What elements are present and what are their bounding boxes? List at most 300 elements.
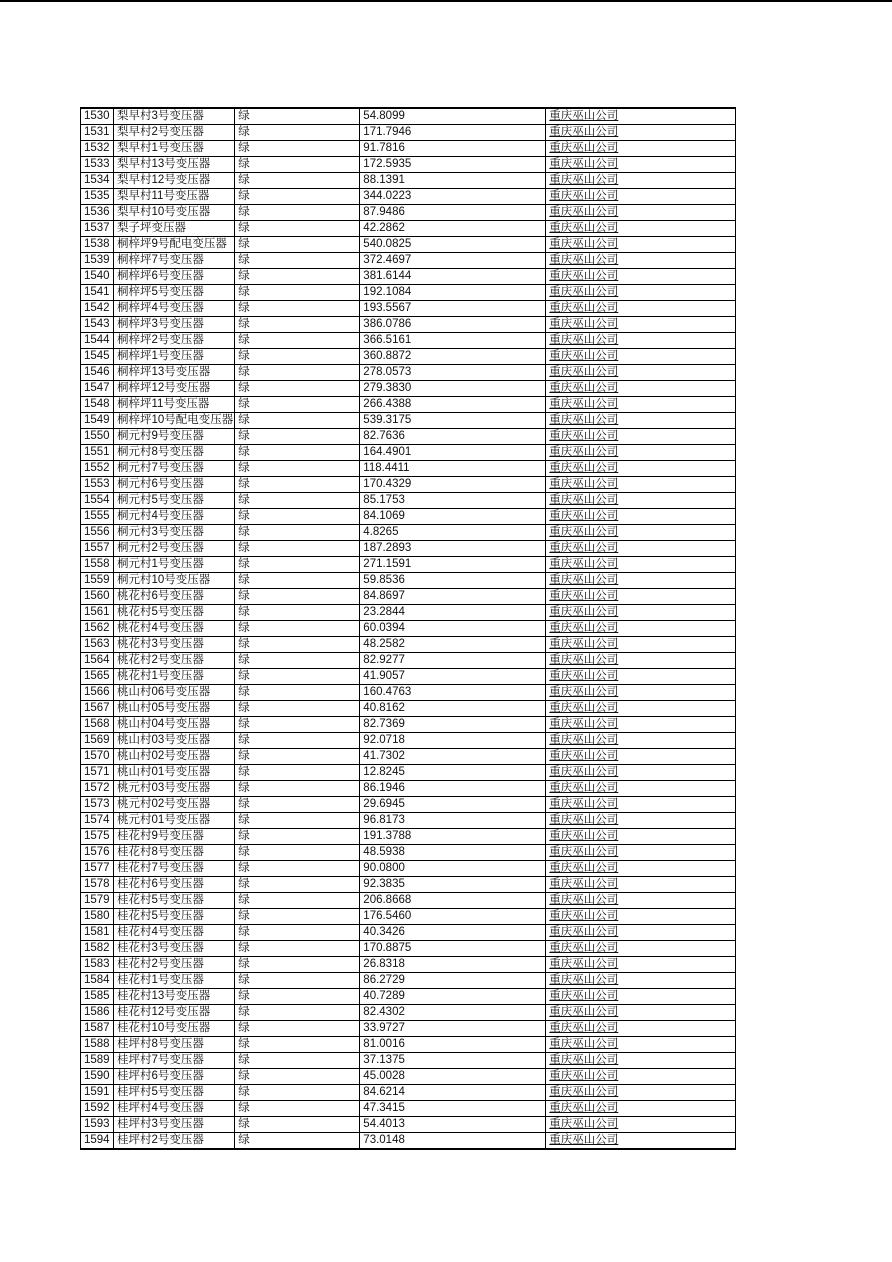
company-link[interactable]: 重庆巫山公司 [546, 349, 736, 365]
transformer-name-cell: 桐梓坪5号变压器 [114, 285, 235, 301]
company-link[interactable]: 重庆巫山公司 [546, 621, 736, 637]
status-cell: 绿 [235, 365, 360, 381]
company-link[interactable]: 重庆巫山公司 [546, 1101, 736, 1117]
row-id-cell: 1583 [81, 957, 114, 973]
value-cell: 372.4697 [360, 253, 546, 269]
transformer-name-cell: 桂花村3号变压器 [114, 941, 235, 957]
status-cell: 绿 [235, 845, 360, 861]
row-id-cell: 1537 [81, 221, 114, 237]
status-cell: 绿 [235, 813, 360, 829]
transformer-name-cell: 桐元村2号变压器 [114, 541, 235, 557]
value-cell: 82.7636 [360, 429, 546, 445]
value-cell: 366.5161 [360, 333, 546, 349]
status-cell: 绿 [235, 349, 360, 365]
table-row [81, 941, 736, 957]
company-link[interactable]: 重庆巫山公司 [546, 573, 736, 589]
table-row [81, 317, 736, 333]
table-row [81, 829, 736, 845]
table-row [81, 557, 736, 573]
table-row [81, 749, 736, 765]
transformer-name-cell: 桂花村8号变压器 [114, 845, 235, 861]
status-cell: 绿 [235, 1085, 360, 1101]
company-link[interactable]: 重庆巫山公司 [546, 701, 736, 717]
table-row [81, 237, 736, 253]
value-cell: 279.3830 [360, 381, 546, 397]
value-cell: 171.7946 [360, 125, 546, 141]
value-cell: 92.0718 [360, 733, 546, 749]
company-link[interactable]: 重庆巫山公司 [546, 653, 736, 669]
row-id-cell: 1571 [81, 765, 114, 781]
company-link[interactable]: 重庆巫山公司 [546, 717, 736, 733]
status-cell: 绿 [235, 829, 360, 845]
transformer-name-cell: 桃元村02号变压器 [114, 797, 235, 813]
table-row [81, 141, 736, 157]
transformer-name-cell: 桂坪村6号变压器 [114, 1069, 235, 1085]
table-row [81, 381, 736, 397]
transformer-name-cell: 桃山村02号变压器 [114, 749, 235, 765]
transformer-name-cell: 桃山村05号变压器 [114, 701, 235, 717]
value-cell: 91.7816 [360, 141, 546, 157]
transformer-name-cell: 桐梓坪12号变压器 [114, 381, 235, 397]
company-link[interactable]: 重庆巫山公司 [546, 461, 736, 477]
table-row [81, 269, 736, 285]
row-id-cell: 1562 [81, 621, 114, 637]
table-row [81, 989, 736, 1005]
row-id-cell: 1563 [81, 637, 114, 653]
value-cell: 271.1591 [360, 557, 546, 573]
company-link[interactable]: 重庆巫山公司 [546, 221, 736, 237]
transformer-name-cell: 桂花村5号变压器 [114, 909, 235, 925]
table-row [81, 1117, 736, 1133]
row-id-cell: 1586 [81, 1005, 114, 1021]
transformer-name-cell: 桃山村03号变压器 [114, 733, 235, 749]
table-row [81, 653, 736, 669]
status-cell: 绿 [235, 269, 360, 285]
value-cell: 60.0394 [360, 621, 546, 637]
status-cell: 绿 [235, 333, 360, 349]
transformer-name-cell: 桂花村6号变压器 [114, 877, 235, 893]
value-cell: 23.2844 [360, 605, 546, 621]
status-cell: 绿 [235, 877, 360, 893]
value-cell: 59.8536 [360, 573, 546, 589]
row-id-cell: 1588 [81, 1037, 114, 1053]
status-cell: 绿 [235, 957, 360, 973]
transformer-name-cell: 桃山村06号变压器 [114, 685, 235, 701]
table-row [81, 477, 736, 493]
company-link[interactable]: 重庆巫山公司 [546, 108, 736, 125]
company-link[interactable]: 重庆巫山公司 [546, 765, 736, 781]
value-cell: 82.7369 [360, 717, 546, 733]
value-cell: 85.1753 [360, 493, 546, 509]
company-link[interactable]: 重庆巫山公司 [546, 189, 736, 205]
row-id-cell: 1553 [81, 477, 114, 493]
status-cell: 绿 [235, 125, 360, 141]
table-row [81, 909, 736, 925]
status-cell: 绿 [235, 589, 360, 605]
row-id-cell: 1576 [81, 845, 114, 861]
row-id-cell: 1534 [81, 173, 114, 189]
value-cell: 193.5567 [360, 301, 546, 317]
table-row [81, 973, 736, 989]
value-cell: 40.3426 [360, 925, 546, 941]
transformer-name-cell: 梨子坪变压器 [114, 221, 235, 237]
company-link[interactable]: 重庆巫山公司 [546, 381, 736, 397]
table-row [81, 285, 736, 301]
value-cell: 170.4329 [360, 477, 546, 493]
company-link[interactable]: 重庆巫山公司 [546, 1117, 736, 1133]
row-id-cell: 1593 [81, 1117, 114, 1133]
company-link[interactable]: 重庆巫山公司 [546, 285, 736, 301]
company-link[interactable]: 重庆巫山公司 [546, 493, 736, 509]
row-id-cell: 1574 [81, 813, 114, 829]
company-link[interactable]: 重庆巫山公司 [546, 829, 736, 845]
value-cell: 87.9486 [360, 205, 546, 221]
company-link[interactable]: 重庆巫山公司 [546, 317, 736, 333]
row-id-cell: 1532 [81, 141, 114, 157]
row-id-cell: 1533 [81, 157, 114, 173]
company-link[interactable]: 重庆巫山公司 [546, 669, 736, 685]
company-link[interactable]: 重庆巫山公司 [546, 301, 736, 317]
status-cell: 绿 [235, 445, 360, 461]
status-cell: 绿 [235, 1037, 360, 1053]
transformer-name-cell: 桐梓坪10号配电变压器 [114, 413, 235, 429]
status-cell: 绿 [235, 637, 360, 653]
company-link[interactable]: 重庆巫山公司 [546, 557, 736, 573]
status-cell: 绿 [235, 781, 360, 797]
table-row [81, 877, 736, 893]
row-id-cell: 1592 [81, 1101, 114, 1117]
value-cell: 90.0800 [360, 861, 546, 877]
status-cell: 绿 [235, 221, 360, 237]
company-link[interactable]: 重庆巫山公司 [546, 989, 736, 1005]
row-id-cell: 1570 [81, 749, 114, 765]
row-id-cell: 1578 [81, 877, 114, 893]
status-cell: 绿 [235, 397, 360, 413]
table-row [81, 669, 736, 685]
value-cell: 86.1946 [360, 781, 546, 797]
status-cell: 绿 [235, 765, 360, 781]
table-row [81, 429, 736, 445]
status-cell: 绿 [235, 1021, 360, 1037]
transformer-name-cell: 桐元村6号变压器 [114, 477, 235, 493]
row-id-cell: 1591 [81, 1085, 114, 1101]
status-cell: 绿 [235, 205, 360, 221]
transformer-name-cell: 桐梓坪9号配电变压器 [114, 237, 235, 253]
company-link[interactable]: 重庆巫山公司 [546, 157, 736, 173]
transformer-name-cell: 桐梓坪2号变压器 [114, 333, 235, 349]
status-cell: 绿 [235, 237, 360, 253]
value-cell: 54.8099 [360, 108, 546, 125]
transformer-name-cell: 桂花村4号变压器 [114, 925, 235, 941]
status-cell: 绿 [235, 685, 360, 701]
transformer-name-cell: 梨早村3号变压器 [114, 108, 235, 125]
value-cell: 187.2893 [360, 541, 546, 557]
value-cell: 47.3415 [360, 1101, 546, 1117]
value-cell: 4.8265 [360, 525, 546, 541]
status-cell: 绿 [235, 973, 360, 989]
company-link[interactable]: 重庆巫山公司 [546, 893, 736, 909]
transformer-name-cell: 桐梓坪3号变压器 [114, 317, 235, 333]
table-row [81, 621, 736, 637]
transformer-name-cell: 桂坪村4号变压器 [114, 1101, 235, 1117]
company-link[interactable]: 重庆巫山公司 [546, 173, 736, 189]
company-link[interactable]: 重庆巫山公司 [546, 477, 736, 493]
company-link[interactable]: 重庆巫山公司 [546, 733, 736, 749]
company-link[interactable]: 重庆巫山公司 [546, 1021, 736, 1037]
transformer-name-cell: 桂坪村3号变压器 [114, 1117, 235, 1133]
row-id-cell: 1580 [81, 909, 114, 925]
transformer-name-cell: 梨早村12号变压器 [114, 173, 235, 189]
value-cell: 41.7302 [360, 749, 546, 765]
company-link[interactable]: 重庆巫山公司 [546, 781, 736, 797]
row-id-cell: 1530 [81, 108, 114, 125]
status-cell: 绿 [235, 477, 360, 493]
row-id-cell: 1539 [81, 253, 114, 269]
company-link[interactable]: 重庆巫山公司 [546, 525, 736, 541]
value-cell: 41.9057 [360, 669, 546, 685]
value-cell: 84.6214 [360, 1085, 546, 1101]
company-link[interactable]: 重庆巫山公司 [546, 413, 736, 429]
company-link[interactable]: 重庆巫山公司 [546, 861, 736, 877]
row-id-cell: 1547 [81, 381, 114, 397]
row-id-cell: 1594 [81, 1133, 114, 1150]
status-cell: 绿 [235, 557, 360, 573]
table-row [81, 365, 736, 381]
transformer-name-cell: 梨早村1号变压器 [114, 141, 235, 157]
table-row [81, 1053, 736, 1069]
company-link[interactable]: 重庆巫山公司 [546, 365, 736, 381]
transformer-name-cell: 桂花村13号变压器 [114, 989, 235, 1005]
company-link[interactable]: 重庆巫山公司 [546, 1053, 736, 1069]
company-link[interactable]: 重庆巫山公司 [546, 269, 736, 285]
value-cell: 206.8668 [360, 893, 546, 909]
status-cell: 绿 [235, 717, 360, 733]
transformer-name-cell: 桐梓坪7号变压器 [114, 253, 235, 269]
value-cell: 386.0786 [360, 317, 546, 333]
table-row [81, 701, 736, 717]
company-link[interactable]: 重庆巫山公司 [546, 253, 736, 269]
transformer-name-cell: 梨早村11号变压器 [114, 189, 235, 205]
status-cell: 绿 [235, 1133, 360, 1150]
status-cell: 绿 [235, 541, 360, 557]
table-row [81, 253, 736, 269]
company-link[interactable]: 重庆巫山公司 [546, 877, 736, 893]
status-cell: 绿 [235, 317, 360, 333]
company-link[interactable]: 重庆巫山公司 [546, 845, 736, 861]
company-link[interactable]: 重庆巫山公司 [546, 397, 736, 413]
transformer-name-cell: 桐元村9号变压器 [114, 429, 235, 445]
row-id-cell: 1555 [81, 509, 114, 525]
transformer-name-cell: 桃花村4号变压器 [114, 621, 235, 637]
value-cell: 48.5938 [360, 845, 546, 861]
company-link[interactable]: 重庆巫山公司 [546, 429, 736, 445]
status-cell: 绿 [235, 797, 360, 813]
status-cell: 绿 [235, 509, 360, 525]
row-id-cell: 1581 [81, 925, 114, 941]
row-id-cell: 1559 [81, 573, 114, 589]
table-row [81, 493, 736, 509]
status-cell: 绿 [235, 108, 360, 125]
transformer-name-cell: 桂坪村8号变压器 [114, 1037, 235, 1053]
row-id-cell: 1548 [81, 397, 114, 413]
table-row [81, 189, 736, 205]
row-id-cell: 1542 [81, 301, 114, 317]
company-link[interactable]: 重庆巫山公司 [546, 445, 736, 461]
company-link[interactable]: 重庆巫山公司 [546, 957, 736, 973]
table-row [81, 573, 736, 589]
table-row [81, 173, 736, 189]
company-link[interactable]: 重庆巫山公司 [546, 909, 736, 925]
company-link[interactable]: 重庆巫山公司 [546, 541, 736, 557]
transformer-name-cell: 梨早村2号变压器 [114, 125, 235, 141]
transformer-name-cell: 桂坪村2号变压器 [114, 1133, 235, 1150]
table-row [81, 1021, 736, 1037]
company-link[interactable]: 重庆巫山公司 [546, 205, 736, 221]
transformer-name-cell: 桐梓坪6号变压器 [114, 269, 235, 285]
company-link[interactable]: 重庆巫山公司 [546, 125, 736, 141]
transformer-name-cell: 桐梓坪11号变压器 [114, 397, 235, 413]
transformer-name-cell: 桐元村3号变压器 [114, 525, 235, 541]
company-link[interactable]: 重庆巫山公司 [546, 749, 736, 765]
transformer-table [80, 107, 736, 1150]
company-link[interactable]: 重庆巫山公司 [546, 1133, 736, 1150]
value-cell: 176.5460 [360, 909, 546, 925]
transformer-name-cell: 桂花村1号变压器 [114, 973, 235, 989]
row-id-cell: 1540 [81, 269, 114, 285]
status-cell: 绿 [235, 285, 360, 301]
value-cell: 92.3835 [360, 877, 546, 893]
table-row [81, 445, 736, 461]
row-id-cell: 1541 [81, 285, 114, 301]
row-id-cell: 1569 [81, 733, 114, 749]
row-id-cell: 1556 [81, 525, 114, 541]
value-cell: 33.9727 [360, 1021, 546, 1037]
status-cell: 绿 [235, 1069, 360, 1085]
value-cell: 82.9277 [360, 653, 546, 669]
value-cell: 266.4388 [360, 397, 546, 413]
value-cell: 81.0016 [360, 1037, 546, 1053]
value-cell: 42.2862 [360, 221, 546, 237]
table-row [81, 797, 736, 813]
row-id-cell: 1558 [81, 557, 114, 573]
table-row [81, 1069, 736, 1085]
transformer-name-cell: 桐元村7号变压器 [114, 461, 235, 477]
table-row [81, 861, 736, 877]
row-id-cell: 1573 [81, 797, 114, 813]
row-id-cell: 1579 [81, 893, 114, 909]
transformer-name-cell: 桃元村03号变压器 [114, 781, 235, 797]
status-cell: 绿 [235, 413, 360, 429]
company-link[interactable]: 重庆巫山公司 [546, 797, 736, 813]
value-cell: 54.4013 [360, 1117, 546, 1133]
company-link[interactable]: 重庆巫山公司 [546, 973, 736, 989]
row-id-cell: 1551 [81, 445, 114, 461]
table-row [81, 893, 736, 909]
value-cell: 88.1391 [360, 173, 546, 189]
company-link[interactable]: 重庆巫山公司 [546, 509, 736, 525]
status-cell: 绿 [235, 141, 360, 157]
transformer-name-cell: 桐梓坪1号变压器 [114, 349, 235, 365]
row-id-cell: 1535 [81, 189, 114, 205]
value-cell: 540.0825 [360, 237, 546, 253]
row-id-cell: 1538 [81, 237, 114, 253]
table-row [81, 733, 736, 749]
transformer-name-cell: 桐元村10号变压器 [114, 573, 235, 589]
value-cell: 191.3788 [360, 829, 546, 845]
table-row [81, 509, 736, 525]
row-id-cell: 1567 [81, 701, 114, 717]
row-id-cell: 1546 [81, 365, 114, 381]
value-cell: 381.6144 [360, 269, 546, 285]
status-cell: 绿 [235, 1101, 360, 1117]
company-link[interactable]: 重庆巫山公司 [546, 685, 736, 701]
transformer-name-cell: 桂坪村7号变压器 [114, 1053, 235, 1069]
value-cell: 12.8245 [360, 765, 546, 781]
company-link[interactable]: 重庆巫山公司 [546, 813, 736, 829]
status-cell: 绿 [235, 733, 360, 749]
company-link[interactable]: 重庆巫山公司 [546, 941, 736, 957]
status-cell: 绿 [235, 381, 360, 397]
value-cell: 48.2582 [360, 637, 546, 653]
row-id-cell: 1554 [81, 493, 114, 509]
table-row [81, 397, 736, 413]
transformer-name-cell: 桂花村10号变压器 [114, 1021, 235, 1037]
table-row [81, 605, 736, 621]
table-row [81, 1133, 736, 1150]
company-link[interactable]: 重庆巫山公司 [546, 589, 736, 605]
company-link[interactable]: 重庆巫山公司 [546, 1037, 736, 1053]
row-id-cell: 1545 [81, 349, 114, 365]
company-link[interactable]: 重庆巫山公司 [546, 141, 736, 157]
value-cell: 344.0223 [360, 189, 546, 205]
table-row [81, 957, 736, 973]
company-link[interactable]: 重庆巫山公司 [546, 1005, 736, 1021]
table-row [81, 845, 736, 861]
row-id-cell: 1582 [81, 941, 114, 957]
company-link[interactable]: 重庆巫山公司 [546, 925, 736, 941]
transformer-name-cell: 桂花村2号变压器 [114, 957, 235, 973]
table-row [81, 333, 736, 349]
value-cell: 164.4901 [360, 445, 546, 461]
company-link[interactable]: 重庆巫山公司 [546, 237, 736, 253]
company-link[interactable]: 重庆巫山公司 [546, 1069, 736, 1085]
company-link[interactable]: 重庆巫山公司 [546, 1085, 736, 1101]
transformer-name-cell: 桃花村6号变压器 [114, 589, 235, 605]
page-top-divider [0, 0, 892, 2]
row-id-cell: 1549 [81, 413, 114, 429]
company-link[interactable]: 重庆巫山公司 [546, 605, 736, 621]
status-cell: 绿 [235, 573, 360, 589]
table-row [81, 765, 736, 781]
value-cell: 96.8173 [360, 813, 546, 829]
transformer-name-cell: 桂坪村5号变压器 [114, 1085, 235, 1101]
status-cell: 绿 [235, 909, 360, 925]
transformer-name-cell: 桃山村04号变压器 [114, 717, 235, 733]
value-cell: 118.4411 [360, 461, 546, 477]
row-id-cell: 1590 [81, 1069, 114, 1085]
company-link[interactable]: 重庆巫山公司 [546, 333, 736, 349]
value-cell: 73.0148 [360, 1133, 546, 1150]
row-id-cell: 1552 [81, 461, 114, 477]
status-cell: 绿 [235, 301, 360, 317]
company-link[interactable]: 重庆巫山公司 [546, 637, 736, 653]
table-row [81, 349, 736, 365]
table-row [81, 1101, 736, 1117]
row-id-cell: 1584 [81, 973, 114, 989]
transformer-name-cell: 桂花村12号变压器 [114, 1005, 235, 1021]
status-cell: 绿 [235, 893, 360, 909]
row-id-cell: 1575 [81, 829, 114, 845]
